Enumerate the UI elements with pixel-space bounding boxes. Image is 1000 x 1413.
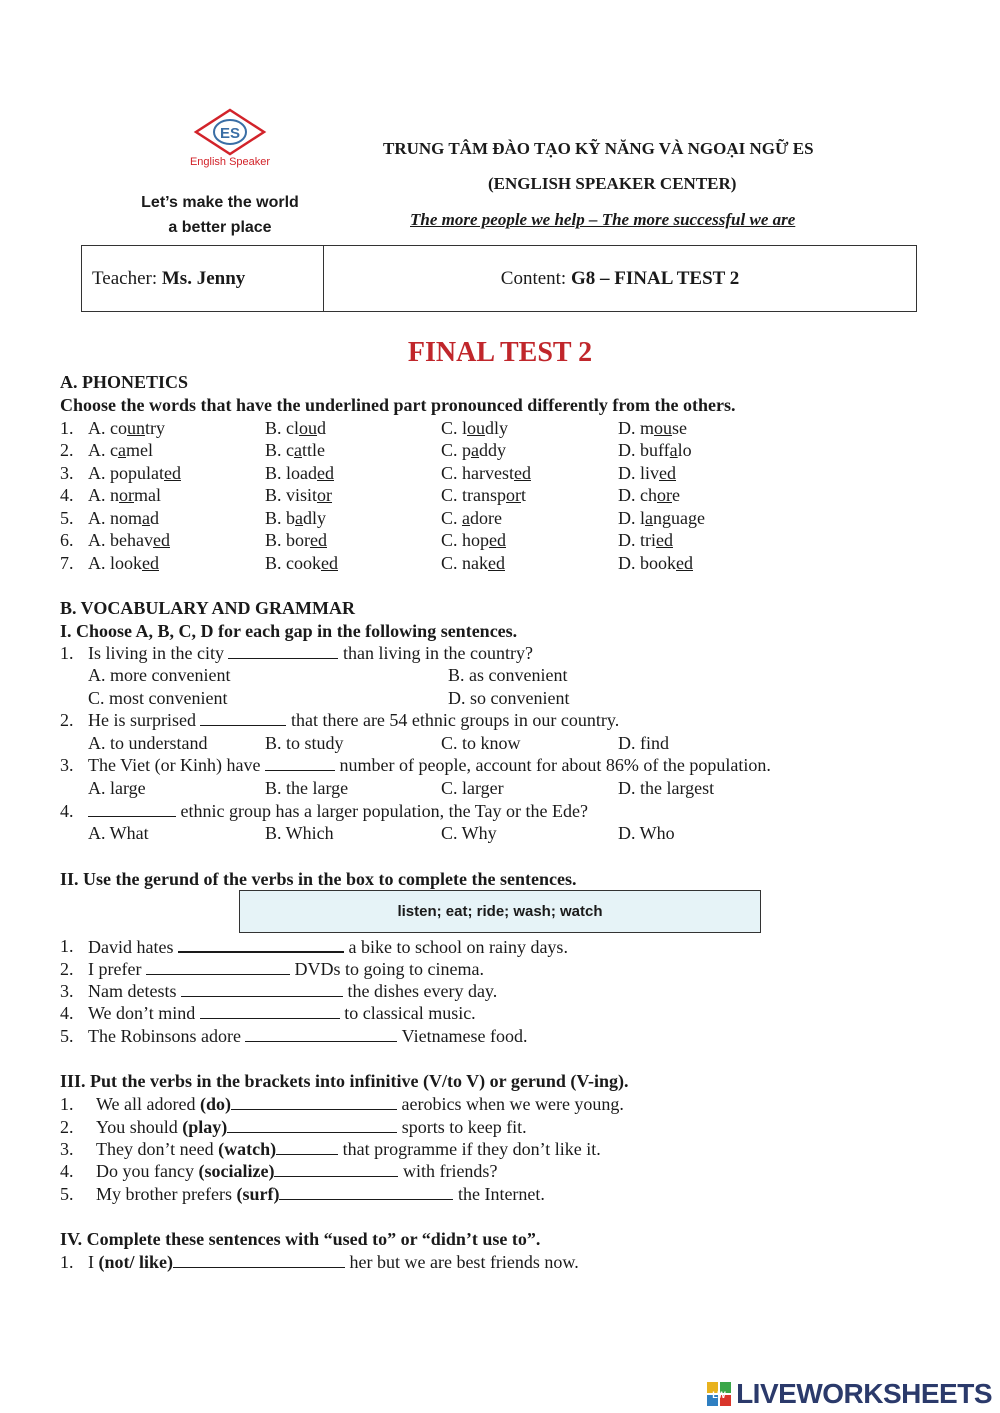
phonetics-2-option-a-post: mel [126,440,153,460]
section-a-heading: A. PHONETICS [60,372,189,392]
phonetics-7-option-c-underlined: ed [488,553,505,573]
mcq-4-blank[interactable] [88,801,176,817]
gerund-2-blank[interactable] [146,959,290,975]
verbform-5-blank[interactable] [279,1184,453,1200]
phonetics-5-option-d-pre: D. l [618,508,645,528]
gerund-2-number: 2. [60,959,74,979]
phonetics-1-option-a-underlined: un [127,418,145,438]
phonetics-4-option-a[interactable] [88,485,161,506]
mcq-3-pre: The Viet (or Kinh) have [88,755,266,775]
usedto-1-number: 1. [60,1252,74,1272]
phonetics-6-option-c-underlined: ed [489,530,507,550]
gerund-5-number: 5. [60,1026,74,1046]
motto: The more people we help – The more successful we are [410,210,796,229]
phonetics-5-option-a-underlined: a [142,508,150,528]
mcq-2-number: 2. [60,710,74,730]
gerund-3-pre: Nam detests [88,981,181,1001]
mcq-4-post: ethnic group has a larger population, the Tay or the Ede? [176,801,588,821]
center-name: TRUNG TÂM ĐÀO TẠO KỸ NĂNG VÀ NGOẠI NGỮ ES [383,139,814,158]
verbform-4-sentence [96,1161,497,1182]
mcq-4-number: 4. [60,801,74,821]
verbform-1-blank[interactable] [231,1094,397,1110]
tagline-line-1: Let’s make the world [141,194,299,211]
phonetics-6-option-d[interactable] [618,530,673,551]
phonetics-4-option-c-post: t [521,485,527,505]
phonetics-5-option-d-underlined: a [645,508,653,528]
phonetics-2-option-c-post: ddy [479,440,507,460]
mcq-3-number: 3. [60,755,74,775]
phonetics-2-number: 2. [60,440,74,460]
mcq-1-option-c[interactable]: C. most convenient [88,688,228,708]
phonetics-2-option-d-underlined: a [669,440,678,460]
verbform-4-pre: Do you fancy [96,1161,199,1181]
mcq-1-stem [88,643,533,664]
verbform-3-number: 3. [60,1139,74,1159]
phonetics-5-option-d[interactable] [618,508,705,529]
phonetics-1-option-d-underlined: ou [654,418,672,438]
phonetics-7-option-b[interactable] [265,553,338,574]
phonetics-2-option-c[interactable] [441,440,506,461]
mcq-2-option-a[interactable]: A. to understand [88,733,208,753]
phonetics-4-option-d-pre: D. ch [618,485,657,505]
teacher-label: Teacher: [92,267,158,289]
gerund-4-sentence [88,1003,476,1024]
mcq-1-pre: Is living in the city [88,643,229,663]
phonetics-6-option-b-underlined: ed [310,530,327,550]
mcq-3-blank[interactable] [265,755,335,771]
phonetics-4-option-a-pre: A. n [88,485,119,505]
phonetics-2-option-c-pre: C. p [441,440,472,460]
phonetics-4-option-b-underlined: or [317,485,333,505]
logo-text: ES [219,125,241,142]
phonetics-7-option-d-pre: D. book [618,553,676,573]
mcq-3-option-b[interactable]: B. the large [265,778,349,798]
gerund-5-sentence [88,1026,528,1047]
phonetics-6-option-d-pre: D. tri [618,530,656,550]
phonetics-1-option-b-underlined: ou [299,418,317,438]
verbform-4-verb: (socialize) [198,1161,275,1181]
phonetics-3-option-c[interactable] [441,463,531,484]
phonetics-3-option-b-underlined: ed [317,463,334,483]
gerund-5-pre: The Robinsons adore [88,1026,246,1046]
phonetics-1-option-b-pre: B. cl [265,418,299,438]
verbform-5-verb: (surf) [236,1184,280,1204]
phonetics-5-option-c-post: dore [470,508,502,528]
phonetics-3-option-b-pre: B. load [265,463,317,483]
usedto-1-sentence [88,1252,579,1273]
phonetics-1-option-c-underlined: ou [467,418,486,438]
content-cell [324,246,916,311]
phonetics-2-option-a-pre: A. c [88,440,118,460]
center-english-name: (ENGLISH SPEAKER CENTER) [488,174,737,193]
phonetics-6-option-b-pre: B. bor [265,530,310,550]
phonetics-5-option-c-underlined: a [462,508,471,528]
phonetics-5-option-c[interactable] [441,508,502,529]
phonetics-2-option-b-underlined: a [294,440,302,460]
gerund-1-blank[interactable] [178,936,344,953]
gerund-2-sentence [88,959,484,980]
gerund-4-post: to classical music. [339,1003,476,1023]
verbform-2-pre: You should [96,1117,183,1137]
verbform-4-number: 4. [60,1161,74,1181]
phonetics-6-option-d-underlined: ed [656,530,673,550]
mcq-2-stem [88,710,619,731]
mcq-3-post: number of people, account for about 86% of the population. [335,755,771,775]
phonetics-4-option-d-underlined: or [657,485,672,505]
phonetics-2-option-d-post: lo [677,440,692,460]
gerund-5-blank[interactable] [245,1026,397,1042]
phonetics-4-option-b[interactable] [265,485,332,506]
phonetics-1-option-d-pre: D. m [618,418,654,438]
phonetics-4-option-d[interactable] [618,485,680,506]
mcq-3-option-a[interactable]: A. large [88,778,146,798]
phonetics-4-option-d-post: e [672,485,680,505]
gerund-1-number: 1. [60,936,74,956]
phonetics-1-option-d[interactable] [618,418,687,439]
phonetics-2-option-b-post: ttle [302,440,325,460]
phonetics-5-option-a-post: d [150,508,159,528]
mcq-4-option-d[interactable]: D. Who [618,823,675,843]
phonetics-7-option-a-pre: A. look [88,553,142,573]
phonetics-6-option-a-pre: A. behav [88,530,153,550]
phonetics-4-option-c-underlined: or [506,485,521,505]
mcq-4-option-b[interactable]: B. Which [265,823,334,843]
phonetics-1-option-d-post: se [672,418,687,438]
phonetics-7-number: 7. [60,553,74,573]
verb-box: listen; eat; ride; wash; watch [239,890,761,933]
phonetics-2-option-a[interactable] [88,440,153,461]
phonetics-7-option-c-pre: C. nak [441,553,488,573]
gerund-1-pre: David hates [88,937,178,957]
mcq-2-pre: He is surprised [88,710,201,730]
mcq-1-number: 1. [60,643,74,663]
phonetics-1-option-c-post: dly [485,418,509,438]
section-b-heading: B. VOCABULARY AND GRAMMAR [60,598,356,618]
phonetics-2-option-b-pre: B. c [265,440,294,460]
phonetics-3-option-a-pre: A. populat [88,463,164,483]
liveworksheets-text: LIVEWORKSHEETS [736,1378,992,1409]
mcq-2-option-d[interactable]: D. find [618,733,669,753]
phonetics-4-option-b-pre: B. visit [265,485,318,505]
gerund-5-post: Vietnamese food. [397,1026,528,1046]
mcq-4-option-c[interactable]: C. Why [441,823,497,843]
gerund-3-post: the dishes every day. [342,981,498,1001]
mcq-3-option-c[interactable]: C. larger [441,778,504,798]
phonetics-7-option-a[interactable] [88,553,159,574]
phonetics-3-option-d[interactable] [618,463,676,484]
verbform-3-verb: (watch) [218,1139,277,1159]
teacher-name: Ms. Jenny [161,267,246,289]
phonetics-6-option-b[interactable] [265,530,327,551]
phonetics-4-option-c[interactable] [441,485,526,506]
logo-caption: English Speaker [189,156,271,168]
liveworksheets-badge-icon [706,1381,732,1407]
phonetics-4-option-a-post: mal [134,485,161,505]
es-logo [178,108,283,168]
phonetics-6-option-a-underlined: ed [152,530,170,550]
part-1-instruction: I. Choose A, B, C, D for each gap in the following sentences. [60,621,518,641]
verbform-5-sentence [96,1184,545,1205]
phonetics-1-option-a-post: try [145,418,165,438]
phonetics-7-option-c[interactable] [441,553,505,574]
phonetics-7-option-b-pre: B. cook [265,553,321,573]
verbform-1-number: 1. [60,1094,74,1114]
usedto-1-blank[interactable] [173,1252,345,1268]
verbform-4-blank[interactable] [274,1161,398,1177]
usedto-1-verb: (not/ like) [98,1252,173,1272]
verbform-4-post: with friends? [398,1161,498,1181]
mcq-1-option-b[interactable]: B. as convenient [448,665,568,685]
verbform-2-number: 2. [60,1117,74,1137]
verbform-2-sentence [96,1117,527,1138]
phonetics-1-option-c[interactable] [441,418,508,439]
mcq-2-option-b[interactable]: B. to study [265,733,344,753]
phonetics-6-number: 6. [60,530,74,550]
gerund-4-blank[interactable] [200,1003,340,1019]
phonetics-5-option-b-pre: B. b [265,508,296,528]
info-box [81,245,917,312]
phonetics-7-option-b-underlined: ed [321,553,338,573]
phonetics-5-option-b-underlined: a [295,508,304,528]
section-a-instruction: Choose the words that have the underlined part pronounced differently from the others. [60,395,736,415]
verbform-5-number: 5. [60,1184,74,1204]
mcq-3-option-d[interactable]: D. the largest [618,778,715,798]
verbform-1-post: aerobics when we were young. [397,1094,624,1114]
phonetics-6-option-c-pre: C. hop [441,530,490,550]
phonetics-2-option-b[interactable] [265,440,325,461]
phonetics-4-option-c-pre: C. transp [441,485,506,505]
tagline [120,190,320,240]
part-2-instruction: II. Use the gerund of the verbs in the box to complete the sentences. [60,869,577,889]
gerund-4-pre: We don’t mind [88,1003,200,1023]
gerund-3-blank[interactable] [181,981,343,997]
mcq-2-option-c[interactable]: C. to know [441,733,521,753]
verbform-1-sentence [96,1094,624,1115]
phonetics-3-option-a-underlined: ed [164,463,181,483]
gerund-1-post: a bike to school on rainy days. [343,937,568,957]
phonetics-5-number: 5. [60,508,74,528]
phonetics-3-option-d-pre: D. liv [618,463,660,483]
gerund-3-sentence [88,981,497,1002]
verbform-3-pre: They don’t need [96,1139,219,1159]
gerund-3-number: 3. [60,981,74,1001]
phonetics-3-option-a[interactable] [88,463,181,484]
liveworksheets-badge-text: LW [712,1390,726,1400]
phonetics-5-option-c-pre: C. [441,508,463,528]
gerund-2-post: DVDs to going to cinema. [289,959,484,979]
verbform-2-blank[interactable] [227,1117,397,1133]
phonetics-6-option-a[interactable] [88,530,170,551]
content-label: Content: [500,267,567,289]
phonetics-1-option-b[interactable] [265,418,326,439]
phonetics-2-option-d[interactable] [618,440,692,461]
verbform-3-post: that programme if they don’t like it. [338,1139,601,1159]
mcq-1-blank[interactable] [228,643,338,659]
verbform-5-post: the Internet. [453,1184,545,1204]
phonetics-3-number: 3. [60,463,74,483]
mcq-2-blank[interactable] [200,710,286,726]
teacher-cell [82,246,324,311]
phonetics-7-option-d[interactable] [618,553,693,574]
verbform-3-sentence [96,1139,601,1160]
phonetics-5-option-a-pre: A. nom [88,508,142,528]
part-4-instruction: IV. Complete these sentences with “used to” or “didn’t use to”. [60,1229,541,1249]
phonetics-3-option-c-underlined: ed [513,463,531,483]
content-value: G8 – FINAL TEST 2 [570,267,740,289]
phonetics-1-option-b-post: d [317,418,326,438]
mcq-4-stem [88,801,588,822]
phonetics-1-option-c-pre: C. l [441,418,468,438]
gerund-1-sentence [88,936,568,958]
phonetics-2-option-a-underlined: a [118,440,126,460]
phonetics-4-option-a-underlined: or [119,485,134,505]
gerund-2-pre: I prefer [88,959,146,979]
mcq-1-option-a[interactable]: A. more convenient [88,665,231,685]
usedto-1-post: her but we are best friends now. [345,1252,579,1272]
verbform-5-pre: My brother prefers [96,1184,237,1204]
phonetics-4-number: 4. [60,485,74,505]
phonetics-2-option-d-pre: D. buff [618,440,670,460]
mcq-2-post: that there are 54 ethnic groups in our country. [286,710,620,730]
phonetics-2-option-c-underlined: a [471,440,480,460]
verbform-2-verb: (play) [182,1117,228,1137]
phonetics-3-option-c-pre: C. harvest [441,463,514,483]
phonetics-7-option-d-underlined: ed [676,553,693,573]
verbform-2-post: sports to keep fit. [397,1117,527,1137]
phonetics-7-option-a-underlined: ed [142,553,159,573]
part-3-instruction: III. Put the verbs in the brackets into infinitive (V/to V) or gerund (V-ing). [60,1071,629,1091]
gerund-4-number: 4. [60,1003,74,1023]
verbform-3-blank[interactable] [276,1139,338,1155]
phonetics-5-option-b-post: dly [303,508,327,528]
mcq-1-post: than living in the country? [338,643,533,663]
page-title: FINAL TEST 2 [407,337,593,368]
phonetics-1-number: 1. [60,418,74,438]
mcq-1-option-d[interactable]: D. so convenient [448,688,570,708]
tagline-line-2: a better place [168,219,272,236]
mcq-3-stem [88,755,771,776]
verbform-1-verb: (do) [200,1094,232,1114]
phonetics-5-option-b[interactable] [265,508,326,529]
mcq-4-option-a[interactable]: A. What [88,823,149,843]
phonetics-5-option-d-post: nguage [653,508,705,528]
phonetics-3-option-b[interactable] [265,463,334,484]
phonetics-3-option-d-underlined: ed [659,463,677,483]
phonetics-1-option-a[interactable] [88,418,165,439]
phonetics-5-option-a[interactable] [88,508,159,529]
phonetics-6-option-c[interactable] [441,530,506,551]
usedto-1-pre: I [88,1252,99,1272]
verbform-1-pre: We all adored [96,1094,201,1114]
liveworksheets-watermark [706,1378,992,1410]
phonetics-1-option-a-pre: A. co [88,418,127,438]
